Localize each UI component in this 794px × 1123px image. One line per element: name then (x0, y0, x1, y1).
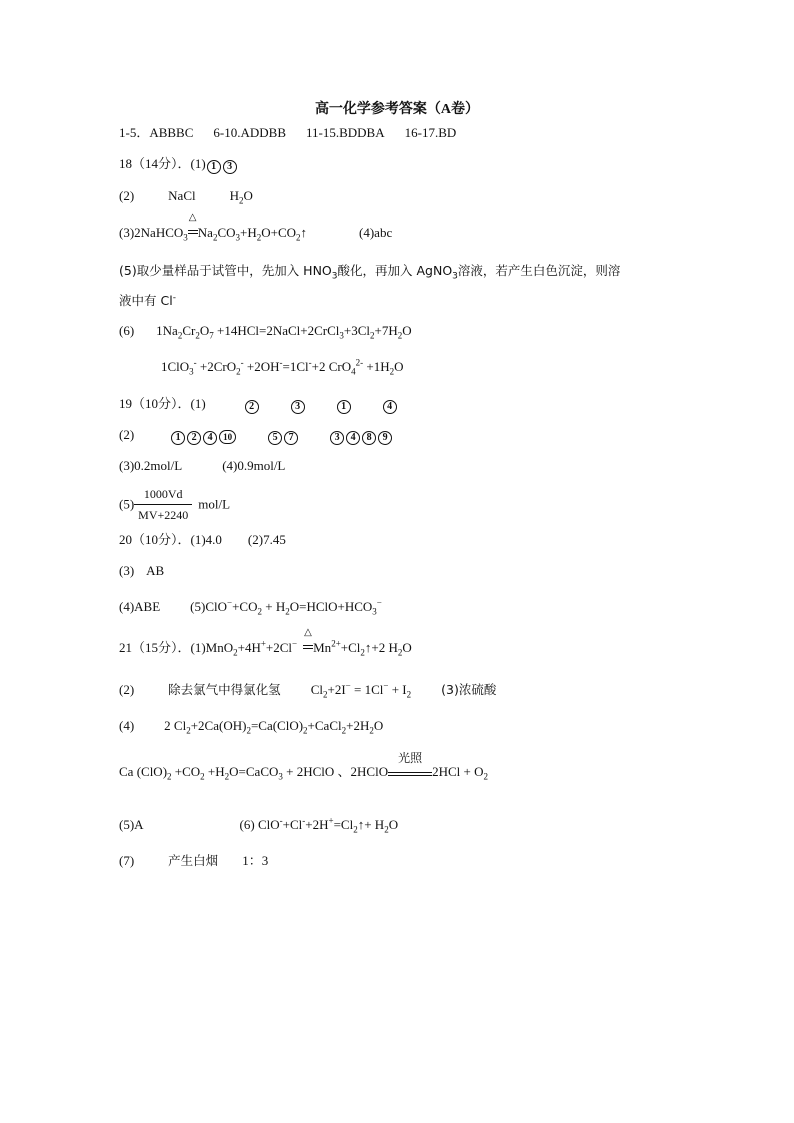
q19-part5 (119, 485, 230, 524)
formula-text: Cl (310, 682, 323, 697)
superscript: − (227, 597, 233, 608)
subscript: 2 (296, 232, 301, 243)
q19-part2 (119, 426, 393, 445)
formula-text: +H (204, 764, 225, 779)
superscript: 2- (355, 357, 364, 368)
q20-part1-2 (119, 531, 286, 549)
q20-part4: (4)ABE (119, 599, 161, 614)
heat-arrow (303, 627, 313, 657)
superscript: − (345, 680, 351, 691)
mc-16-17: 16-17.BD (404, 125, 457, 140)
q21-part7 (119, 852, 268, 870)
subscript: 2 (285, 606, 290, 617)
formula-text: = 1Cl (350, 682, 384, 697)
fraction-denominator: MV+2240 (138, 508, 189, 522)
formula-text: O (402, 323, 412, 338)
formula-text: O=HClO+HCO (289, 599, 373, 614)
circled-number: 1 (171, 431, 185, 445)
subscript: 3 (452, 271, 458, 282)
part-label: (6) (119, 323, 135, 338)
formula-text: +2Cl (265, 640, 293, 655)
formula-text: + H (261, 599, 286, 614)
formula-text: O=CaCO (229, 764, 279, 779)
superscript: - (240, 357, 244, 368)
subscript: 3 (339, 330, 344, 341)
subscript: 2 (369, 725, 374, 736)
q18-part1 (119, 155, 238, 174)
subscript: 2 (384, 824, 389, 835)
superscript: − (376, 597, 382, 608)
subscript: 2 (322, 689, 328, 700)
part-label: (3) (119, 563, 135, 578)
subscript: 2 (483, 771, 488, 782)
subscript: 2 (246, 725, 251, 736)
equals-sign (388, 772, 432, 776)
part-label: (7) (119, 853, 135, 868)
formula-text: +2Ca(OH) (190, 718, 247, 733)
text: 溶液，若产生白色沉淀，则溶 (457, 263, 621, 278)
q21-head: 21（15分）．(1)MnO (119, 640, 234, 655)
formula-text: =Cl (333, 817, 354, 832)
formula-text: O (243, 188, 253, 203)
subscript: 2 (303, 725, 308, 736)
q18-part3-4 (119, 212, 393, 243)
answer: 除去氯气中得氯化氢 (168, 682, 281, 697)
circled-number: 7 (284, 431, 298, 445)
q20-part3 (119, 562, 164, 580)
formula-text: O (199, 323, 210, 338)
superscript: − (383, 680, 389, 691)
formula-text: +2CrO (196, 359, 237, 374)
formula-text: Na (197, 225, 213, 240)
superscript: − (292, 638, 298, 649)
part-label: (4) (119, 718, 135, 733)
circled-number: 1 (207, 160, 221, 174)
subscript: 2 (224, 771, 230, 782)
subscript: 4 (351, 366, 356, 377)
part-label: (5) (190, 599, 206, 614)
answer: AB (146, 563, 165, 578)
text: 液中有 Cl (119, 293, 173, 308)
subscript: 7 (209, 330, 214, 341)
formula-text: 2 Cl (164, 718, 187, 733)
q19-part3-4 (119, 457, 285, 475)
formula-text: =1Cl (282, 359, 309, 374)
formula-text: ClO (205, 599, 228, 614)
subscript: 3 (278, 771, 283, 782)
subscript: 2 (212, 232, 218, 243)
equals-sign (303, 645, 313, 649)
subscript: 2 (406, 689, 412, 700)
subscript: 2 (341, 725, 347, 736)
subscript: 3 (331, 271, 338, 282)
subscript: 2 (186, 725, 191, 736)
formula-text: 1Na (156, 323, 178, 338)
formula-text: + I (388, 682, 407, 697)
subscript: 3 (189, 366, 194, 377)
subscript: 2 (370, 330, 375, 341)
circled-number: 3 (330, 431, 344, 445)
formula-text: O+CO (261, 225, 297, 240)
heat-arrow (188, 212, 198, 242)
formula-text: +CO (171, 764, 201, 779)
superscript: 2+ (331, 638, 341, 649)
circled-number: 9 (378, 431, 392, 445)
circled-number: 1 (337, 400, 351, 414)
subscript: 2 (353, 824, 358, 835)
formula-text: CO (217, 225, 236, 240)
circled-number: 4 (346, 431, 360, 445)
subscript: 2 (397, 647, 403, 658)
formula-text: +CaCl (307, 718, 342, 733)
formula-text: +2H (305, 817, 329, 832)
fraction (134, 485, 192, 524)
formula-text: +1H (363, 359, 390, 374)
part-label: (2) (119, 427, 135, 442)
q18-part2 (119, 187, 253, 205)
q21-part4-eq2 (119, 751, 488, 782)
q18-part6 (119, 322, 412, 340)
circled-number: 10 (219, 430, 236, 444)
formula-text: + 2HClO 、2HClO (282, 764, 389, 779)
circled-number: 8 (362, 431, 376, 445)
q20-head: 20（10分）．(1)4.0 (119, 532, 222, 547)
q19-part3: (3)0.2mol/L (119, 458, 183, 473)
subscript: 2 (233, 647, 238, 658)
formula-text: +2 CrO (311, 359, 352, 374)
q18-part5 (119, 262, 620, 280)
subscript: 2 (239, 195, 244, 206)
q21-part2-3 (119, 681, 496, 699)
q21-part1 (119, 627, 412, 658)
formula-text: =Ca(ClO) (250, 718, 304, 733)
delta-symbol: △ (188, 212, 197, 223)
subscript: 3 (372, 606, 377, 617)
subscript: 2 (257, 606, 262, 617)
circled-number: 2 (245, 400, 259, 414)
formula-text: Cr (182, 323, 196, 338)
formula-text: O (373, 718, 384, 733)
part-label: (6) (239, 817, 255, 832)
part-label: (2) (119, 188, 135, 203)
formula-text: +H (240, 225, 257, 240)
text: 酸化，再加入 AgNO (337, 263, 453, 278)
q18-part6-ionic (161, 358, 404, 376)
superscript: - (172, 292, 176, 303)
formula-text: O (388, 817, 399, 832)
page-title: 高一化学参考答案（A卷） (314, 102, 480, 117)
formula-text: ↑+2 H (364, 640, 398, 655)
subscript: 2 (167, 771, 172, 782)
subscript: 2 (200, 771, 205, 782)
formula-text: +2OH (243, 359, 280, 374)
mc-answers (119, 124, 456, 142)
subscript: 2 (397, 330, 403, 341)
formula-text: 2HCl + O (432, 764, 484, 779)
superscript: - (279, 357, 283, 368)
circled-number: 3 (223, 160, 237, 174)
formula-text: +14HCl=2NaCl+2CrCl (213, 323, 340, 338)
q19-part4: (4)0.9mol/L (222, 458, 286, 473)
circled-number: 2 (187, 431, 201, 445)
formula-text: ClO (254, 817, 280, 832)
formula-text: +4H (237, 640, 261, 655)
answer: 产生白烟 (168, 853, 219, 868)
answer-h2o: H (229, 188, 240, 203)
subscript: 2 (389, 366, 395, 377)
superscript: - (308, 357, 312, 368)
formula-text: +CO (232, 599, 258, 614)
formula-text: Ca (ClO) (119, 764, 168, 779)
q19-part1 (119, 395, 398, 414)
fraction-numerator: 1000Vd (134, 485, 192, 505)
subscript: 3 (183, 232, 188, 243)
formula-text: ↑+ H (357, 817, 385, 832)
circled-number: 5 (268, 431, 282, 445)
subscript: 2 (360, 647, 365, 658)
formula-text: +Cl (282, 817, 303, 832)
formula-text: Mn (313, 640, 332, 655)
subscript: 3 (235, 232, 240, 243)
q20-part2: (2)7.45 (247, 532, 286, 547)
q18-part4: (4)abc (359, 225, 393, 240)
superscript: - (193, 357, 197, 368)
mc-1-5: 1-5．ABBBC (119, 125, 194, 140)
light-label: 光照 (398, 751, 423, 765)
mc-11-15: 11-15.BDDBA (306, 125, 385, 140)
subscript: 2 (177, 330, 183, 341)
superscript: + (328, 815, 334, 826)
light-condition-arrow (388, 751, 432, 776)
formula-text: (3)2NaHCO (119, 225, 184, 240)
part-label: (5) (119, 496, 135, 512)
formula-text: +7H (374, 323, 398, 338)
part-label: (2) (119, 682, 135, 697)
formula-text: O (394, 359, 404, 374)
superscript: - (279, 815, 283, 826)
formula-text: +Cl (340, 640, 361, 655)
q19-head: 19（10分）．(1) (119, 396, 206, 411)
q18-head: 18（14分）．(1) (119, 156, 206, 171)
equals-sign (188, 230, 198, 234)
gas-arrow: ↑ (300, 225, 308, 240)
answer-nacl: NaCl (168, 188, 196, 203)
q21-part4 (119, 717, 383, 735)
circled-number: 3 (291, 400, 305, 414)
subscript: 2 (256, 232, 262, 243)
circled-number: 4 (383, 400, 397, 414)
mc-6-10: 6-10.ADDBB (213, 125, 286, 140)
superscript: + (260, 638, 266, 649)
q21-part3: (3)浓硫酸 (441, 682, 497, 697)
formula-text: +2I (327, 682, 346, 697)
formula-text: +2H (346, 718, 370, 733)
delta-symbol: △ (304, 627, 312, 638)
q18-part5-cont (119, 292, 176, 310)
superscript: - (302, 815, 306, 826)
formula-text: 1ClO (161, 359, 190, 374)
unit: mol/L (198, 496, 231, 512)
formula-text: O (402, 640, 412, 655)
formula-text: +3Cl (343, 323, 370, 338)
circled-number: 4 (203, 431, 217, 445)
q21-part5-6 (119, 816, 398, 834)
ratio: 1：3 (242, 853, 269, 868)
subscript: 2 (236, 366, 241, 377)
text: (5)取少量样品于试管中，先加入 HNO (119, 263, 332, 278)
q21-part5: (5)A (119, 817, 144, 832)
q20-part4-5 (119, 598, 382, 616)
subscript: 2 (195, 330, 200, 341)
